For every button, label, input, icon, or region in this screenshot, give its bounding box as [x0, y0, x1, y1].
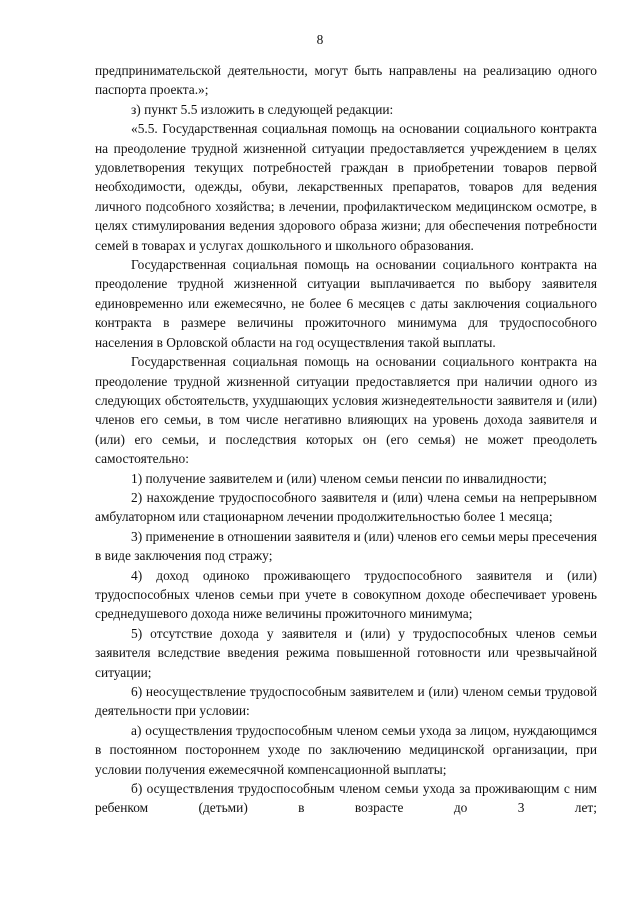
list-item-6: 6) неосуществление трудоспособным заявителем и (или) членом семьи трудовой деятельности при условии:: [95, 684, 597, 719]
page-number: 8: [316, 32, 324, 47]
sub-item-b: б) осуществления трудоспособным членом семьи ухода за проживающим с ним ребенком (детьми) в возрасте до 3 лет;: [95, 781, 597, 816]
paragraph-clause-5-5: «5.5. Государственная социальная помощь на основании социального контракта на преодоление трудной жизненной ситуации предоставляется учреждением в целях удовлетворения текущих потребностей граждан в приобретении товаров первой необходимости, одежды, обуви, лекарственных препаратов, товаров для ведения личного подсобного хозяйства; в лечении, профилактическом медицинском осмотре, в целях стимулирования ведения здорового образа жизни; для обеспечения потребности семей в товарах и услугах дошкольного и школьного образования.: [95, 121, 597, 253]
list-item-4: 4) доход одиноко проживающего трудоспособного заявителя и (или) трудоспособных членов семьи при учете в совокупном доходе обеспечивает уровень среднедушевого дохода ниже величины прожиточного минимума;: [95, 567, 597, 622]
list-item-5: 5) отсутствие дохода у заявителя и (или) у трудоспособных членов семьи заявителя вследствие введения режима повышенной готовности или чрезвычайной ситуации;: [95, 625, 597, 680]
paragraph-amendment-z: з) пункт 5.5 изложить в следующей редакции:: [131, 101, 394, 117]
paragraph-payment-terms: Государственная социальная помощь на основании социального контракта на преодоление трудной жизненной ситуации выплачивается по выбору заявителя единовременно или ежемесячно, не более 6 месяцев с даты заключения социального контракта в размере величины прожиточного минимума для трудоспособного населения в Орловской области на год осуществления такой выплаты.: [95, 257, 597, 350]
paragraph-continuation: предпринимательской деятельности, могут быть направлены на реализацию одного паспорта проекта.»;: [95, 63, 597, 98]
list-item-3: 3) применение в отношении заявителя и (или) членов его семьи меры пресечения в виде заключения под стражу;: [95, 528, 598, 564]
paragraph-conditions-intro: Государственная социальная помощь на основании социального контракта на преодоление трудной жизненной ситуации предоставляется при наличии одного из следующих обстоятельств, ухудшающих условия жизнедеятельности заявителя и (или) членов его семьи, в том числе негативно влияющих на уровень дохода заявителя и (или) его семьи, и последствия которых он (его семья) не может преодолеть самостоятельно:: [95, 354, 597, 467]
list-item-1: 1) получение заявителем и (или) членом семьи пенсии по инвалидности;: [131, 470, 547, 486]
sub-item-a: а) осуществления трудоспособным членом семьи ухода за лицом, нуждающимся в постоянном постороннем уходе по заключению медицинской организации, при условии получения ежемесячной компенсационной выплаты;: [95, 722, 597, 777]
list-item-2: 2) нахождение трудоспособного заявителя и (или) члена семьи на непрерывном амбулаторном или стационарном лечении продолжительностью более 1 месяца;: [95, 489, 597, 525]
document-body: [95, 61, 597, 818]
